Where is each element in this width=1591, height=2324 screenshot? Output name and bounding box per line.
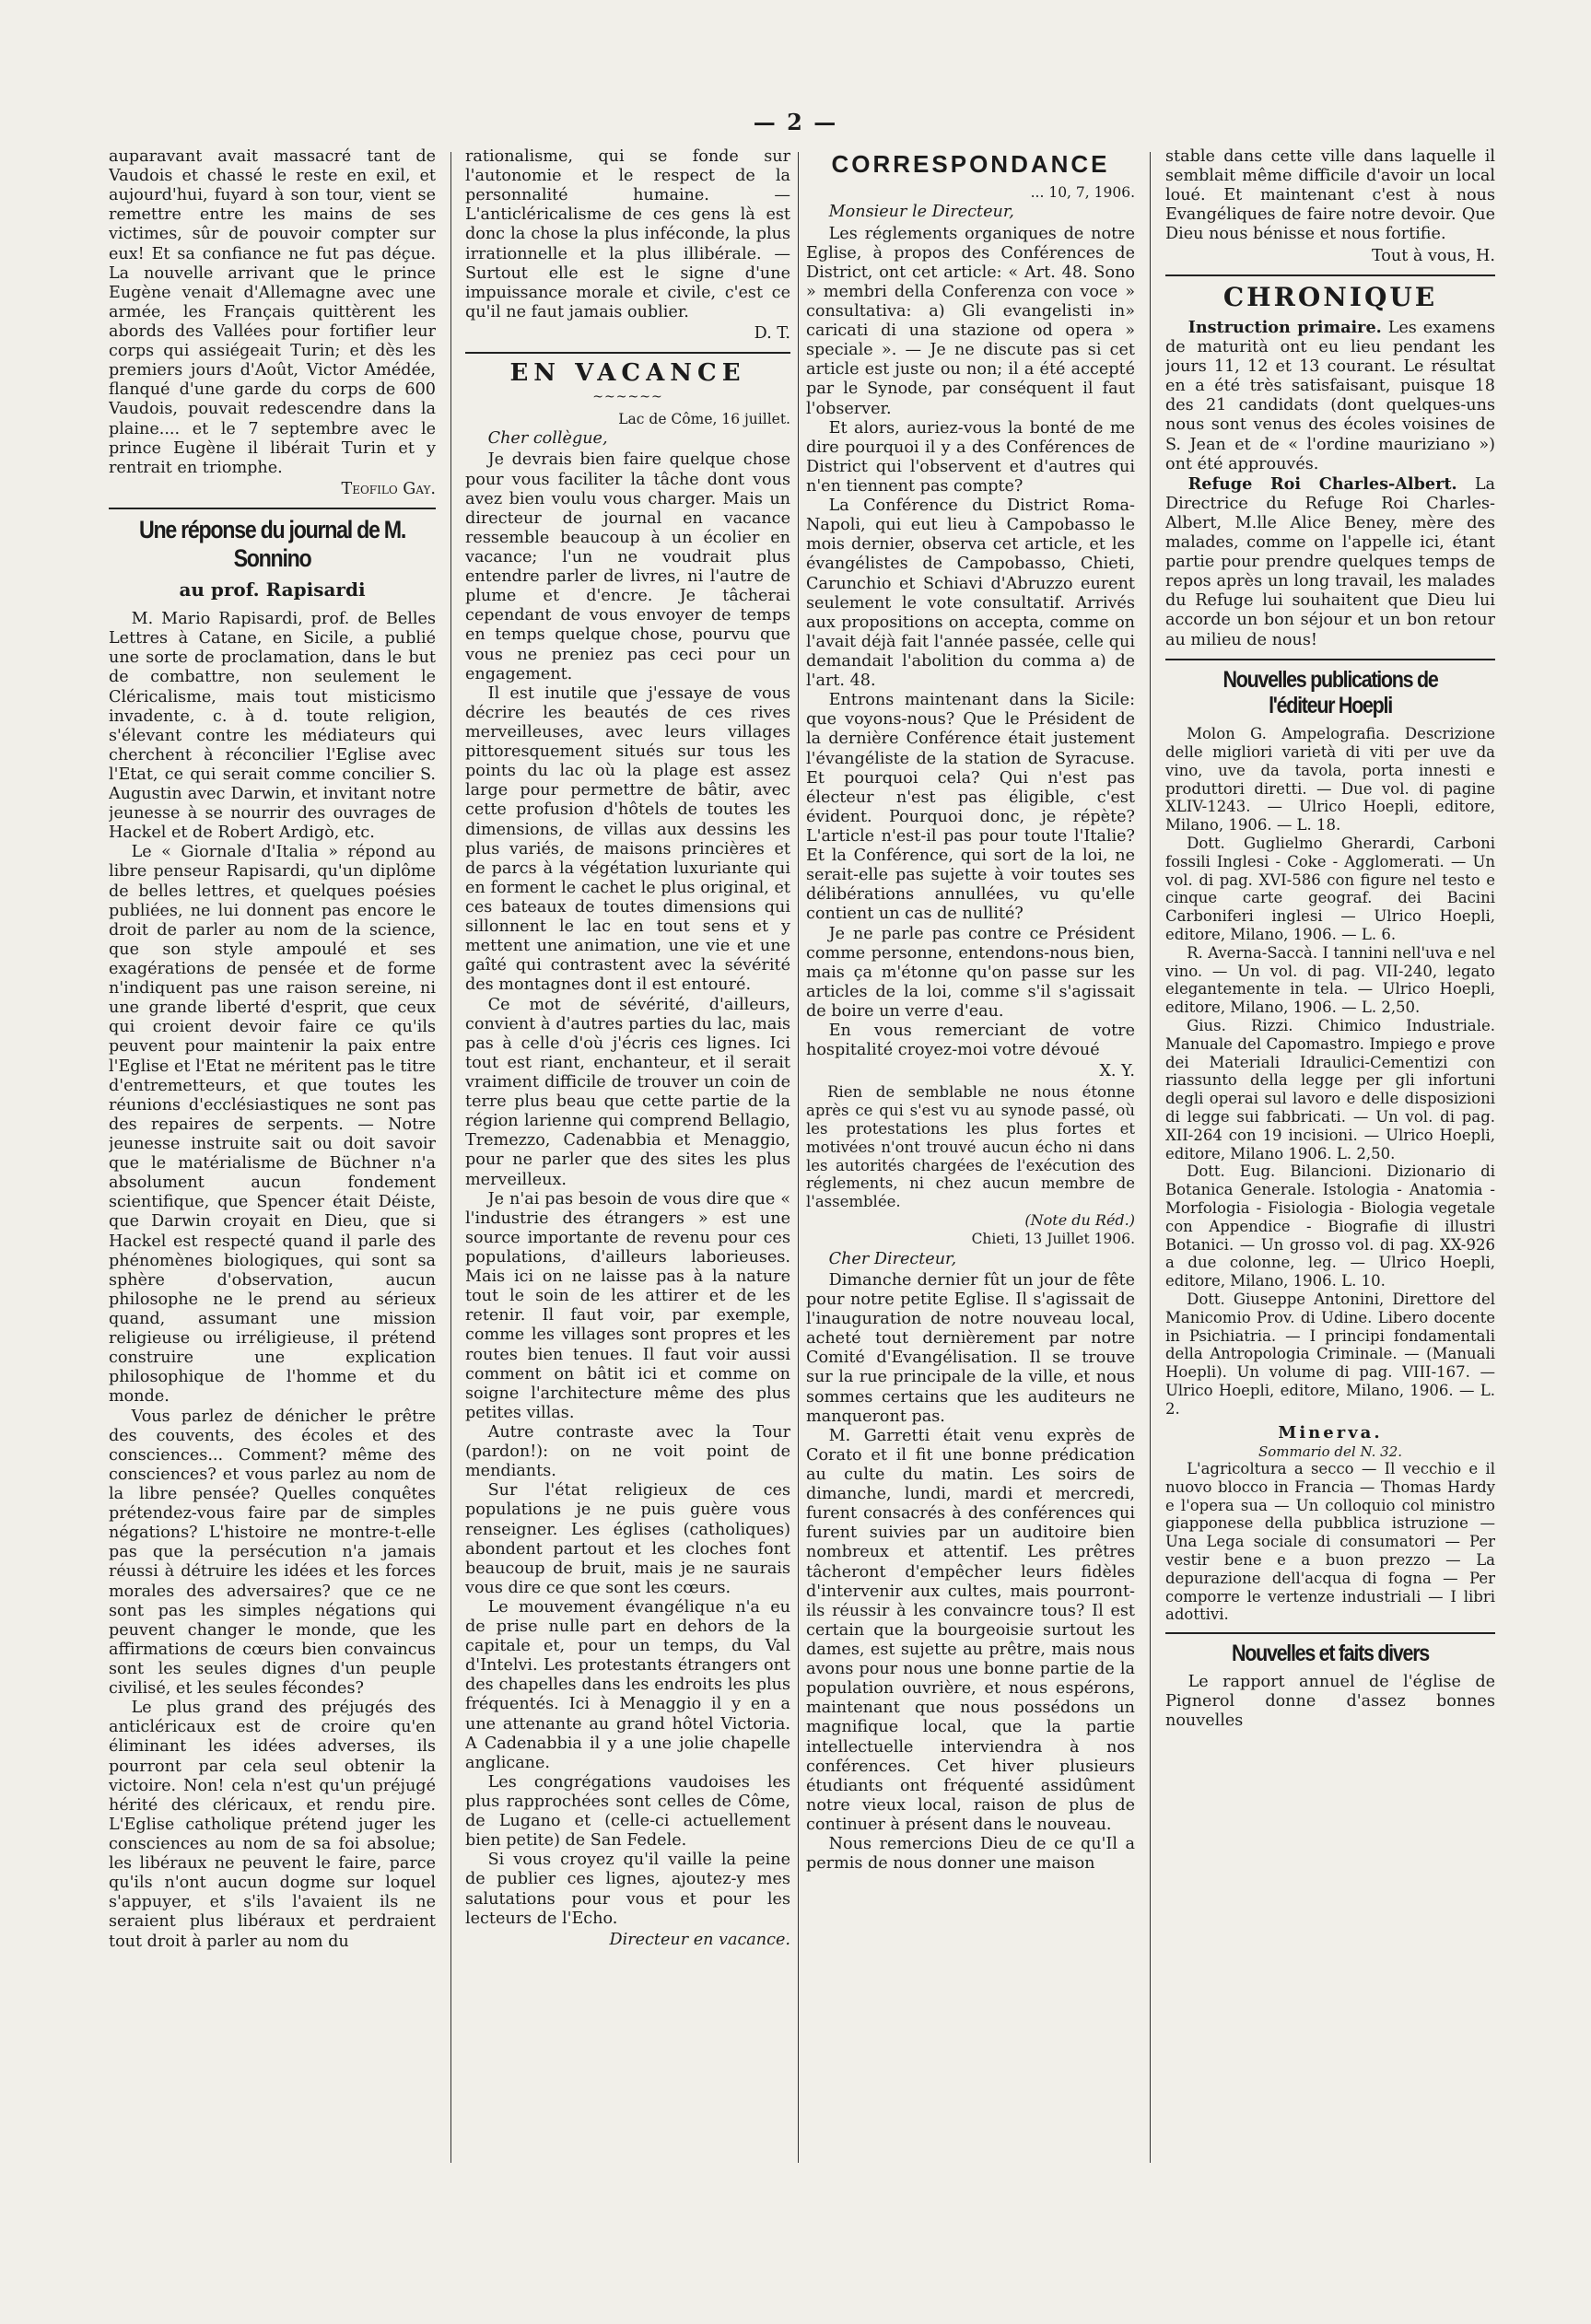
letter-paragraph: La Conférence du District Roma-Napoli, qui eut lieu à Campobasso le mois dernier, observa cet article, et les évangélistes de Campobasso, Chieti, Carunchio et Schiavi d'Abruzzo eurent seulement le vote consultatif. Arrivés aux propositions on accepta, comme on l'avait déjà fait l'année passée, celle qui demandait l'abolition du comma a) de l'art. 48.: [806, 496, 1135, 691]
page-number: — 2 —: [753, 109, 838, 135]
publication-entry: Dott. Giuseppe Antonini, Direttore del Manicomio Prov. di Udine. Libero docente in Psichiatria. — I principi fondamentali della Antropologia Criminale. — (Manuali Hoepli). Un volume di pag. VIII-167. — Ulrico Hoepli, editore, Milano, 1906. — L. 2.: [1165, 1290, 1495, 1418]
dateline: Lac de Côme, 16 juillet.: [618, 410, 790, 427]
article-paragraph: rationalisme, qui se fonde sur l'autonomie et le respect de la personnalité humaine. — L'anticléricalisme de ces gens là est donc la chose la plus inféconde, la plus irrationnelle et la plus illibérale. — Surtout elle est le signe d'une impuissance morale et civile, c'est ce qu'il ne faut jamais oublier.: [465, 147, 790, 321]
article-paragraph: Les congrégations vaudoises les plus rapprochées sont celles de Côme, de Lugano et (celle-ci actuellement bien petite) de San Fedele.: [465, 1772, 790, 1851]
section-rule: [1165, 274, 1495, 276]
editor-note: Rien de semblable ne nous étonne après ce qui s'est vu au synode passé, où les protestations les plus fortes et motivées n'ont trouvé aucun écho ni dans les autorités chargées de l'exécution des réglements, ni chez aucun membre de l'assemblée.: [806, 1083, 1135, 1211]
section-rule: [1165, 659, 1495, 660]
section-rule: [1165, 1632, 1495, 1634]
article-paragraph: Je devrais bien faire quelque chose pour vous faciliter la tâche dont vous avez bien voulu vous charger. Mais un directeur de journal en vacance ressemble beaucoup à un écolier en vacance; l'un ne voudrait plus entendre parler de livres, ni l'autre de plume et d'encre. Je tâcherai cependant de vous envoyer de temps en temps quelque chose, pourvu que vous ne preniez pas ceci pour un engagement.: [465, 450, 790, 683]
publication-entry: Gius. Rizzi. Chimico Industriale. Manuale del Capomastro. Impiego e prove dei Materiali Idraulici-Cementizi con riassunto della legge per gli infortuni degli operai sul lavoro e delle disposizioni di legge sui fabbricati. — Un vol. di pag. XII-264 con 19 incisioni. — Ulrico Hoepli, editore, Milano 1906. L. 2,50.: [1165, 1016, 1495, 1162]
letter-paragraph: En vous remerciant de votre hospitalité croyez-moi votre dévoué: [806, 1022, 1135, 1060]
publication-entry: Dott. Guglielmo Gherardi, Carboni fossili Inglesi - Coke - Agglomerati. — Un vol. di pag. XVI-586 con figure nel testo e cinque carte geograf. dei Bacini Carboniferi inglesi — Ulrico Hoepli, editore, Milano, 1906. — L. 6.: [1165, 834, 1495, 943]
dateline: Chieti, 13 Juillet 1906.: [971, 1231, 1135, 1248]
salutation: Monsieur le Directeur,: [828, 203, 1014, 222]
article-paragraph: Autre contraste avec la Tour (pardon!): on ne voit point de mendiants.: [465, 1422, 790, 1481]
article-paragraph: Il est inutile que j'essaye de vous décrire les beautés de ces rives merveilleuses, avec leurs villages pittoresquement situés sur tous les points du lac où la plage est assez large pour permettre de bâtir, avec cette profusion d'hôtels de toutes les dimensions, de villas aux dessins les plus variés, de maisons princières et de parcs à la végétation luxuriante qui en forment le cachet le plus original, et ces bateaux de toutes dimensions qui sillonnent le lac en tout sens et y mettent une animation, une vie et une gaîté qui contrastent avec la sévérité des montagnes dont il est entouré.: [465, 683, 790, 995]
chronicle-item: [1165, 318, 1495, 474]
article-paragraph: M. Mario Rapisardi, prof. de Belles Lettres à Catane, en Sicile, a publié une sorte de proclamation, dans le but de combattre, non seulement le Cléricalisme, mais tout misticismo invadente, c. à d. toute religion, s'élevant contre les médiateurs qui cherchent à réconcilier l'Eglise avec l'Etat, ce qui serait comme concilier S. Augustin avec Darwin, et invitant notre jeunesse à se nourrir des ouvrages de Hackel et de Robert Ardigò, etc.: [109, 610, 436, 843]
chronicle-item: [1165, 474, 1495, 650]
publication-entry: Dott. Eug. Bilancioni. Dizionario di Botanica Generale. Istologia - Anatomia - Morfologia - Fisiologia - Biologia vegetale con Appendice - Biografie di illustri Botanici. — Un grosso vol. di pag. XX-926 a due colonne, leg. — Ulrico Hoepli, editore, Milano, 1906. L. 10.: [1165, 1162, 1495, 1290]
column-divider: [798, 152, 799, 2163]
author-signature: Teofilo Gay.: [341, 479, 436, 498]
salutation: Cher Directeur,: [828, 1249, 957, 1268]
article-paragraph: Le plus grand des préjugés des anticléricaux est de croire qu'en éliminant les idées adverses, ils pourront par cela seul obtenir la victoire. Non! cela n'est qu'un préjugé hérité des cléricaux, et rendu pire. L'Eglise catholique prétend juger les consciences au nom de sa foi absolue; les libéraux ne peuvent le faire, parce qu'ils n'ont aucun dogme sur loquel s'appuyer, et s'ils l'avaient ils ne seraient plus libéraux et perdraient tout droit à parler au nom du: [109, 1699, 436, 1951]
author-signature: Tout à vous, H.: [1371, 246, 1495, 265]
article-paragraph: auparavant avait massacré tant de Vaudois et chassé le reste en exil, et aujourd'hui, fuyard à son tour, vient se remettre entre les mains de ses victimes, sûr de pouvoir compter sur eux! Et sa confiance ne fut pas déçue. La nouvelle arrivant que le prince Eugène venait d'Allemagne avec une armée, les Français quittèrent les abords des Vallées pour fortifier leur corps qui assiégeait Turin; et dès les premiers jours d'Août, Victor Amédée, flanqué d'une garde du corps de 600 Vaudois, pouvait redescendre dans la plaine.... et le 7 septembre avec le prince Eugène il libérait Turin et y rentrait en triomphe.: [109, 147, 436, 477]
author-signature: X. Y.: [1099, 1062, 1135, 1081]
section-heading: CORRESPONDANCE: [831, 150, 1110, 178]
letter-paragraph: Je ne parle pas contre ce Président comme personne, entendons-nous bien, mais ça m'étonne qu'on passe sur les articles de la loi, comme s'il s'agissait de boire un verre d'eau.: [806, 924, 1135, 1021]
periodical-summary-label: Sommario del N. 32.: [1258, 1443, 1403, 1461]
letter-paragraph: M. Garretti était venu exprès de Corato et il fit une bonne prédication au culte du matin. Les soirs de dimanche, lundi, mardi et mercredi, furent consacrés à des conférences qui furent suivies par un auditoire bien nombreux et attentif. Les prêtres tâcheront d'empêcher leurs fidèles d'intervenir aux cultes, mais pourront-ils réussir à les convaincre tous? Il est certain que la bourgeoisie surtout les dames, est sujette au prêtre, mais nous avons pour nous une bonne partie de la population ouvrière, et nous espérons, maintenant que nous possédons un magnifique local, que la partie intellectuelle interviendra à nos conférences. Cet hiver plusieurs étudiants ont fréquenté assidûment notre vieux local, raison de plus de continuer à présent dans le nouveau.: [806, 1426, 1135, 1834]
column-1: [109, 147, 436, 2167]
periodical-summary: L'agricoltura a secco — Il vecchio e il nuovo blocco in Francia — Thomas Hardy e l'opera sua — Un colloquio col ministro giapponese della pubblica istruzione — Una Lega sociale di consumatori — Per vestir bene e a buon prezzo — La depurazione dell'acqua di fogna — Per comporre le vertenze industriali — I libri adottivi.: [1165, 1460, 1495, 1624]
chronicle-item-title: Refuge Roi Charles-Albert.: [1187, 473, 1457, 494]
author-signature: D. T.: [754, 323, 790, 343]
chronicle-item-title: Instruction primaire.: [1187, 317, 1382, 337]
section-rule: [465, 352, 790, 354]
chronicle-item-text: Les examens de maturità ont eu lieu pendant les jours 11, 12 et 13 courant. Le résultat en a été très satisfaisant, puisque 18 des 21 candidats (dont quelques-uns nous sont venus des écoles voisines de S. Jean et de « l'ordine mauriziano ») ont été approuvés.: [1165, 318, 1495, 473]
letter-paragraph: stable dans cette ville dans laquelle il semblait même difficile d'avoir un local loué. Et maintenant c'est à nous Evangéliques de faire notre devoir. Que Dieu nous bénisse et nous fortifie.: [1165, 147, 1495, 244]
column-2: [465, 147, 790, 2167]
article-heading: EN VACANCE: [509, 359, 746, 388]
article-paragraph: Je n'ai pas besoin de vous dire que « l'industrie des étrangers » est une source importante de revenu pour ces populations, d'ailleurs laborieuses. Mais ici on ne laisse pas à la nature tout le soin de les attirer et de les retenir. Il faut voir, par exemple, comme les villages sont propres et les routes bien tenues. Il faut voir aussi comment on bâtit ici et comme on soigne l'architecture même des plus petites villas.: [465, 1189, 790, 1422]
chronicle-item-text: La Directrice du Refuge Roi Charles-Albert, M.lle Alice Beney, mère des malades, comme on l'appelle ici, étant partie pour prendre quelques temps de repos après un long travail, les malades du Refuge lui souhaitent que Dieu lui accorde un bon séjour et un bon retour au milieu de nous!: [1165, 474, 1495, 649]
section-heading: CHRONIQUE: [1222, 281, 1438, 312]
letter-paragraph: Et alors, auriez-vous la bonté de me dire pourquoi il y a des Conférences de District qui l'observent et d'autres qui n'en tiennent pas compte?: [806, 418, 1135, 496]
article-paragraph: Le rapport annuel de l'église de Pignerol donne d'assez bonnes nouvelles: [1165, 1673, 1495, 1731]
article-paragraph: Sur l'état religieux de ces populations je ne puis guère vous renseigner. Les églises (catholiques) abondent partout et les cloches font beaucoup de bruit, mais je ne saurais vous dire ce que sont les cœurs.: [465, 1481, 790, 1597]
letter-paragraph: Les réglements organiques de notre Eglise, à propos des Conférences de District, ont cet article: « Art. 48. Sono » membri della Conferenza con voce » consultativa: a) Gli evangelisti in» caricati di una stazione od opera » speciale ». — Je ne discute pas si cet article est juste ou non; il a été accepté par le Synode, par conséquent il faut l'observer.: [806, 224, 1135, 418]
ornament-divider: ~~~~~~: [592, 389, 663, 404]
section-heading: Nouvelles publications de l'éditeur Hoepli: [1222, 666, 1438, 719]
article-subheading: au prof. Rapisardi: [179, 578, 366, 601]
article-paragraph: Ce mot de sévérité, d'ailleurs, convient à d'autres parties du lac, mais pas à celle d'où j'écris ces lignes. Ici tout est riant, enchanteur, et il serait vraiment difficile de trouver un coin de terre plus beau que cette partie de la région larienne qui comprend Bellagio, Tremezzo, Cadenabbia et Menaggio, pour ne parler que des sites les plus merveilleux.: [465, 995, 790, 1189]
column-divider: [450, 152, 451, 2163]
publication-entry: Molon G. Ampelografia. Descrizione delle migliori varietà di viti per uve da vino, uve da tavola, porta innesti e produttori diretti. — Due vol. di pagine XLIV-1243. — Ulrico Hoepli, editore, Milano, 1906. — L. 18.: [1165, 725, 1495, 835]
article-paragraph: Vous parlez de dénicher le prêtre des couvents, des écoles et des consciences... Comment? même des consciences? et vous parlez au nom de la libre pensée? Quelles conquêtes prétendez-vous faire par de simples négations? L'histoire ne montre-t-elle pas que la persécution n'a jamais réussi à détruire les idées et les forces morales des adversaires? que ce ne sont pas les simples négations qui peuvent changer le monde, que les affirmations de cœurs bien convaincus sont les seules dignes d'un peuple civilisé, et les seules fécondes?: [109, 1407, 436, 1699]
author-signature: Directeur en vacance.: [609, 1930, 790, 1949]
column-divider: [1150, 152, 1151, 2163]
article-paragraph: Le « Giornale d'Italia » répond au libre penseur Rapisardi, qu'un diplôme de belles lettres, et quelques poésies publiées, ne lui donnent pas encore le droit de parler au nom de la science, que son style ampoulé et ses exagérations de pensée et de forme n'indiquent pas une raison sereine, ni une grande liberté d'esprit, que ceux qui croient devoir faire ce qu'ils peuvent pour maintenir la paix entre l'Eglise et l'Etat ne méritent pas le titre d'entremetteurs, et que toutes les réunions d'ecclésiastiques ne sont pas des repaires de serpents. — Notre jeunesse instruite sait ou doit savoir que le matérialisme de Büchner n'a absolument aucun fondement scientifique, que Spencer était Déiste, que Darwin croyait en Dieu, que si Hackel est respecté quand il parle des phénomènes biologiques, qui sont sa sphère d'observation, aucun philosophe ne le prend au sérieux quand, assumant une mission religieuse ou irréligieuse, il prétend construire une explication philosophique de l'homme et du monde.: [109, 843, 436, 1407]
periodical-title: Minerva.: [1278, 1423, 1383, 1443]
article-paragraph: Le mouvement évangélique n'a eu de prise nulle part en dehors de la capitale et, pour un temps, du Val d'Intelvi. Les protestants étrangers ont des chapelles dans les endroits les plus fréquentés. Ici à Menaggio il y en a une attenante au grand hôtel Victoria. A Cadenabbia il y a une jolie chapelle anglicane.: [465, 1597, 790, 1772]
letter-paragraph: Dimanche dernier fût un jour de fête pour notre petite Eglise. Il s'agissait de l'inauguration de notre nouveau local, acheté tout dernièrement par notre Comité d'Evangélisation. Il se trouve sur la rue principale de la ville, et nous sommes certains que les auditeurs ne manqueront pas.: [806, 1270, 1135, 1426]
article-paragraph: Si vous croyez qu'il vaille la peine de publier ces lignes, ajoutez-y mes salutations pour vous et pour les lecteurs de l'Echo.: [465, 1851, 790, 1928]
column-3: [806, 147, 1135, 2167]
dateline: ... 10, 7, 1906.: [1030, 183, 1135, 201]
article-heading: Une réponse du journal de M. Sonnino: [138, 515, 405, 573]
column-4: [1165, 147, 1495, 2167]
section-heading: Nouvelles et faits divers: [1232, 1641, 1429, 1667]
salutation: Cher collègue,: [487, 429, 608, 449]
publication-entry: R. Averna-Saccà. I tannini nell'uva e nel vino. — Un vol. di pag. VII-240, legato elegantemente in tela. — Ulrico Hoepli, editore, Milano, 1906. — L. 2,50.: [1165, 943, 1495, 1017]
section-rule: [109, 508, 436, 509]
letter-paragraph: Nous remercions Dieu de ce qu'Il a permis de nous donner une maison: [806, 1835, 1135, 1874]
letter-paragraph: Entrons maintenant dans la Sicile: que voyons-nous? Que le Président de la dernière Conférence était justement l'évangéliste de la station de Syracuse. Et pourquoi cela? Qui n'est pas électeur n'est pas éligible, c'est évident. Pourquoi donc, je répète? L'article n'est-il pas pour toute l'Italie? Et la Conférence, qui sort de la loi, ne serait-elle pas sujette à voir toutes ses délibérations annullées, vu qu'elle contient un cas de nullité?: [806, 691, 1135, 924]
editor-note-credit: (Note du Réd.): [1024, 1210, 1135, 1229]
